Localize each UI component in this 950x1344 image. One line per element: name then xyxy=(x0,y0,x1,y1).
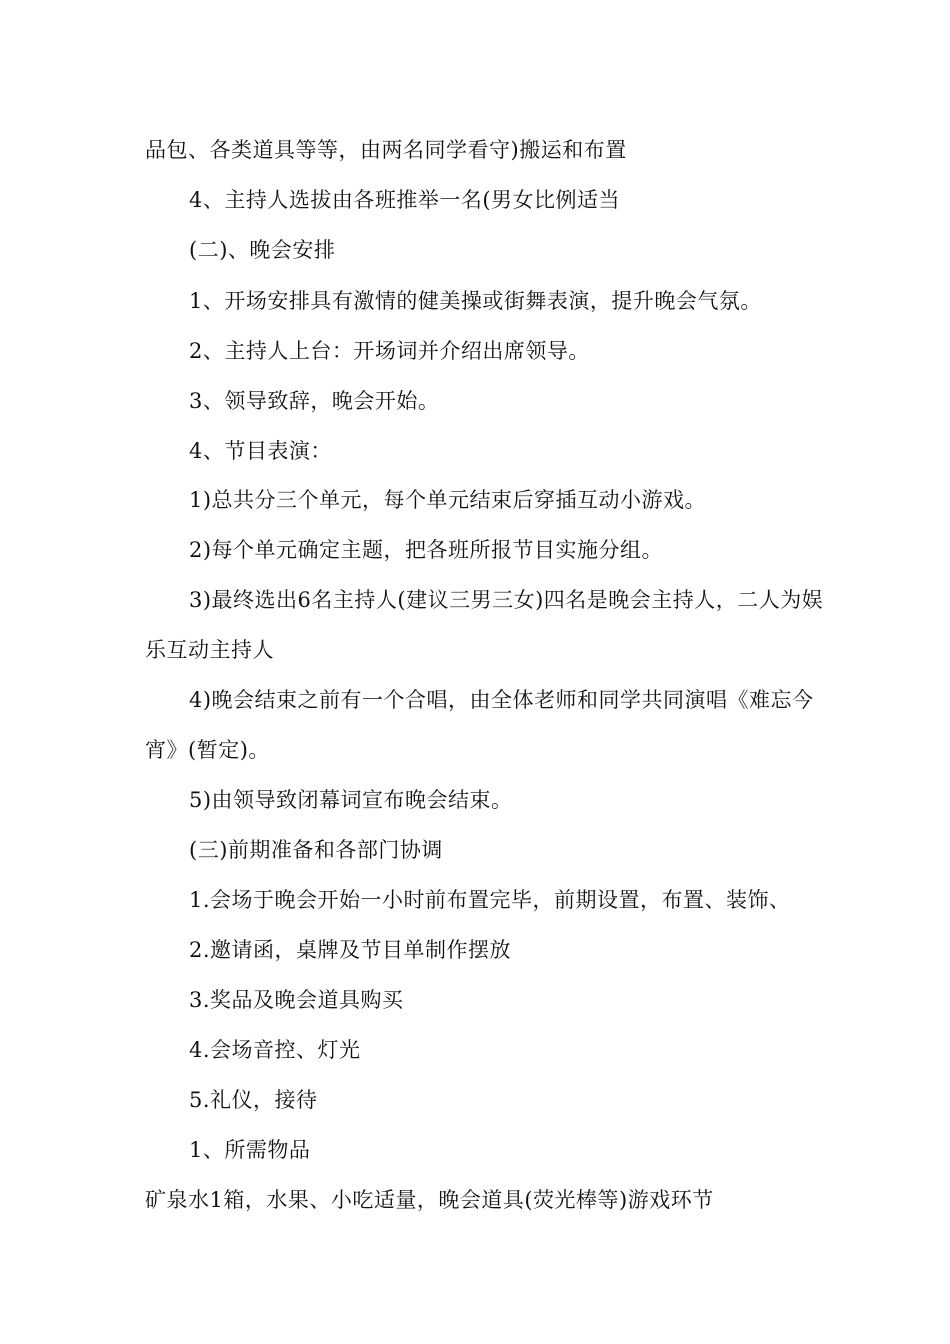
paragraph-2: 4、主持人选拔由各班推举一名(男女比例适当 xyxy=(189,188,621,212)
paragraph-17: 1、所需物品 xyxy=(189,1138,311,1162)
paragraph-1: 品包、各类道具等等，由两名同学看守)搬运和布置 xyxy=(145,138,627,162)
paragraph-18: 矿泉水1箱，水果、小吃适量，晚会道具(荧光棒等)游戏环节 xyxy=(145,1188,714,1212)
paragraph-14: 3.奖品及晚会道具购买 xyxy=(189,988,404,1012)
paragraph-12: 1.会场于晚会开始一小时前布置完毕，前期设置，布置、装饰、 xyxy=(189,888,791,912)
section-heading-2: (二)、晚会安排 xyxy=(189,238,336,262)
paragraph-7: 1)总共分三个单元，每个单元结束后穿插互动小游戏。 xyxy=(189,488,707,512)
paragraph-5: 3、领导致辞，晚会开始。 xyxy=(189,389,440,413)
paragraph-15: 4.会场音控、灯光 xyxy=(189,1038,361,1062)
paragraph-16: 5.礼仪，接待 xyxy=(189,1088,318,1112)
paragraph-9: 3)最终选出6名主持人(建议三男三女)四名是晚会主持人，二人为娱乐互动主持人 xyxy=(145,588,824,662)
paragraph-8: 2)每个单元确定主题，把各班所报节目实施分组。 xyxy=(189,538,664,562)
paragraph-13: 2.邀请函，桌牌及节目单制作摆放 xyxy=(189,938,512,962)
paragraph-6: 4、节目表演： xyxy=(189,439,332,463)
section-heading-3: (三)前期准备和各部门协调 xyxy=(189,838,443,862)
paragraph-3: 1、开场安排具有激情的健美操或街舞表演，提升晚会气氛。 xyxy=(189,289,762,313)
paragraph-10: 4)晚会结束之前有一个合唱，由全体老师和同学共同演唱《难忘今宵》(暂定)。 xyxy=(145,688,814,762)
paragraph-11: 5)由领导致闭幕词宣布晚会结束。 xyxy=(189,788,513,812)
paragraph-4: 2、主持人上台：开场词并介绍出席领导。 xyxy=(189,339,590,363)
